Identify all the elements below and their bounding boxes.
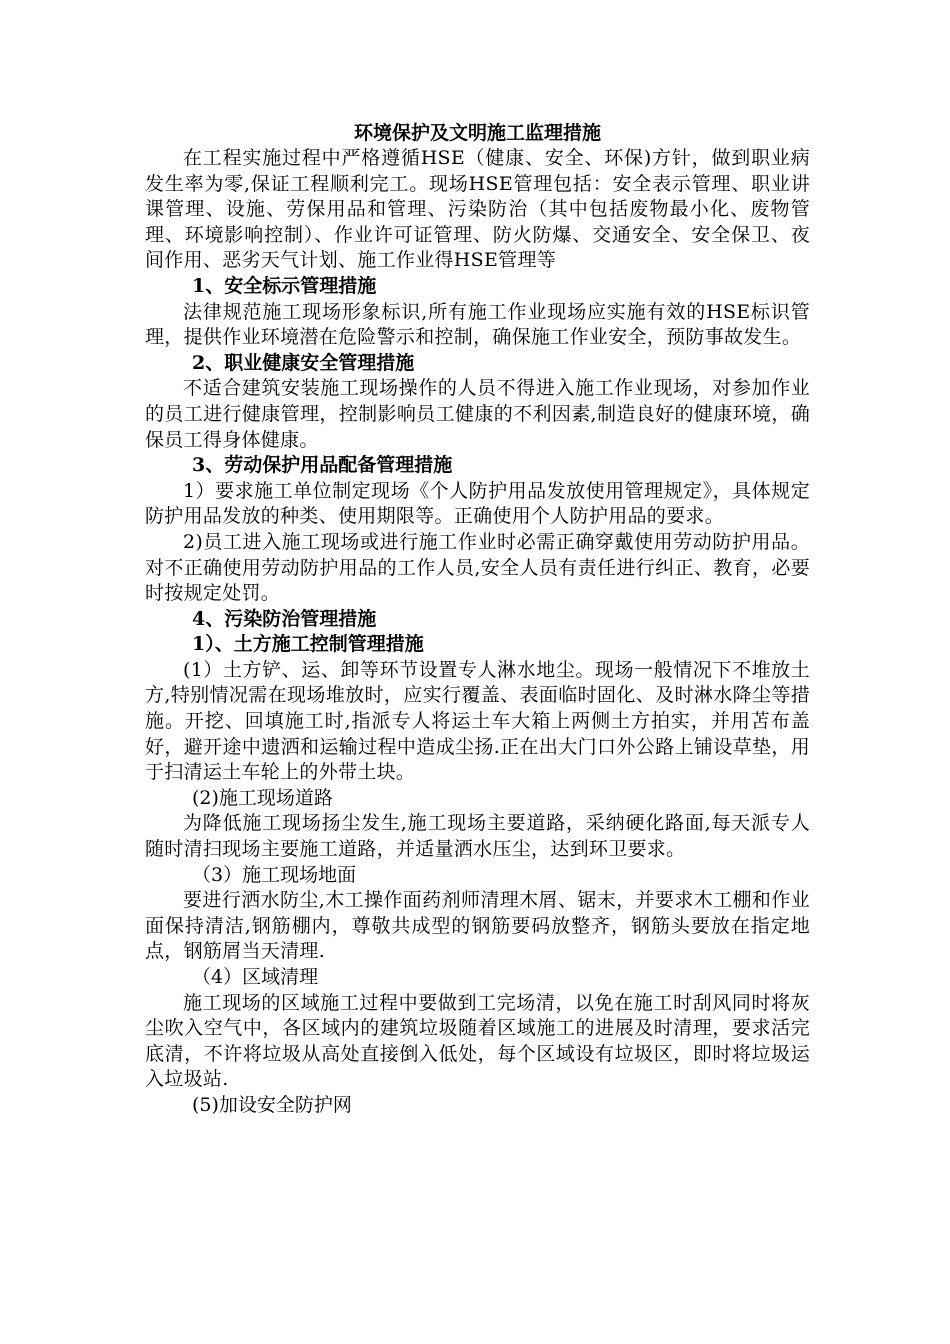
section-1-body: 法律规范施工现场形象标识,所有施工作业现场应实施有效的HSE标识管理，提供作业环境潜在危险警示和控制，确保施工作业安全，预防事故发生。 <box>145 300 810 349</box>
section-4-heading: 4、污染防治管理措施 <box>192 607 377 630</box>
document-page <box>145 120 810 1119</box>
intro-paragraph: 在工程实施过程中严格遵循HSE（健康、安全、环保)方针，做到职业病发生率为零,保证工程顺利完工。现场HSE管理包括：安全表示管理、职业讲课管理、设施、劳保用品和管理、污染防治（其中包括废物最小化、废物管理、环境影响控制）、作业许可证管理、防火防爆、交通安全、安全保卫、夜间作用、恶劣天气计划、施工作业得HSE管理等 <box>145 147 810 272</box>
section-2-body: 不适合建筑安装施工现场操作的人员不得进入施工作业现场，对参加作业的员工进行健康管理，控制影响员工健康的不利因素,制造良好的健康环境，确保员工得身体健康。 <box>145 377 810 451</box>
item-4-heading: （4）区域清理 <box>192 966 319 988</box>
item-1-body: (1）土方铲、运、卸等环节设置专人淋水地尘。现场一般情况下不堆放土方,特别情况需在现场堆放时，应实行覆盖、表面临时固化、及时淋水降尘等措施。开挖、回填施工时,指派专人将运土车大箱上两侧土方拍实，并用苫布盖好，避开途中遗洒和运输过程中造成尘扬.正在出大门口外公路上铺设草垫，用于扫清运土车轮上的外带土块。 <box>145 658 810 784</box>
section-2-heading: 2、职业健康安全管理措施 <box>192 351 415 374</box>
section-3-item-1: 1）要求施工单位制定现场《个人防护用品发放使用管理规定》，具体规定防护用品发放的种类、使用期限等。正确使用个人防护用品的要求。 <box>145 479 810 528</box>
item-3-body: 要进行洒水防尘,木工操作面药剂师清理木屑、锯末，并要求木工棚和作业面保持清洁,钢筋棚内，尊敬共成型的钢筋要码放整齐，钢筋头要放在指定地点，钢筋屑当天清理. <box>145 889 810 963</box>
document-title: 环境保护及文明施工监理措施 <box>353 122 601 144</box>
item-4-body: 施工现场的区域施工过程中要做到工完场清，以免在施工时刮风同时将灰尘吹入空气中，各区域内的建筑垃圾随着区域施工的进展及时清理，要求活完底清，不许将垃圾从高处直接倒入低处，每个区域设有垃圾区，即时将垃圾运入垃圾站. <box>145 991 810 1091</box>
item-3-heading: （3）施工现场地面 <box>192 863 357 886</box>
item-2-body: 为降低施工现场扬尘发生,施工现场主要道路，采纳硬化路面,每天派专人随时清扫现场主要施工道路，并适量洒水压尘，达到环卫要求。 <box>145 812 810 861</box>
item-5-heading: (5)加设安全防护网 <box>192 1093 352 1116</box>
section-3-heading: 3、劳动保护用品配备管理措施 <box>192 454 453 477</box>
section-1-heading: 1、安全标示管理措施 <box>192 274 377 297</box>
section-4-sub-heading: 1）、土方施工控制管理措施 <box>192 633 424 656</box>
section-3-item-2: 2)员工进入施工现场或进行施工作业时必需正确穿戴使用劳动防护用品。对不正确使用劳动防护用品的工作人员,安全人员有责任进行纠正、教育，必要时按规定处罚。 <box>145 530 810 605</box>
item-2-heading: (2)施工现场道路 <box>192 786 333 809</box>
